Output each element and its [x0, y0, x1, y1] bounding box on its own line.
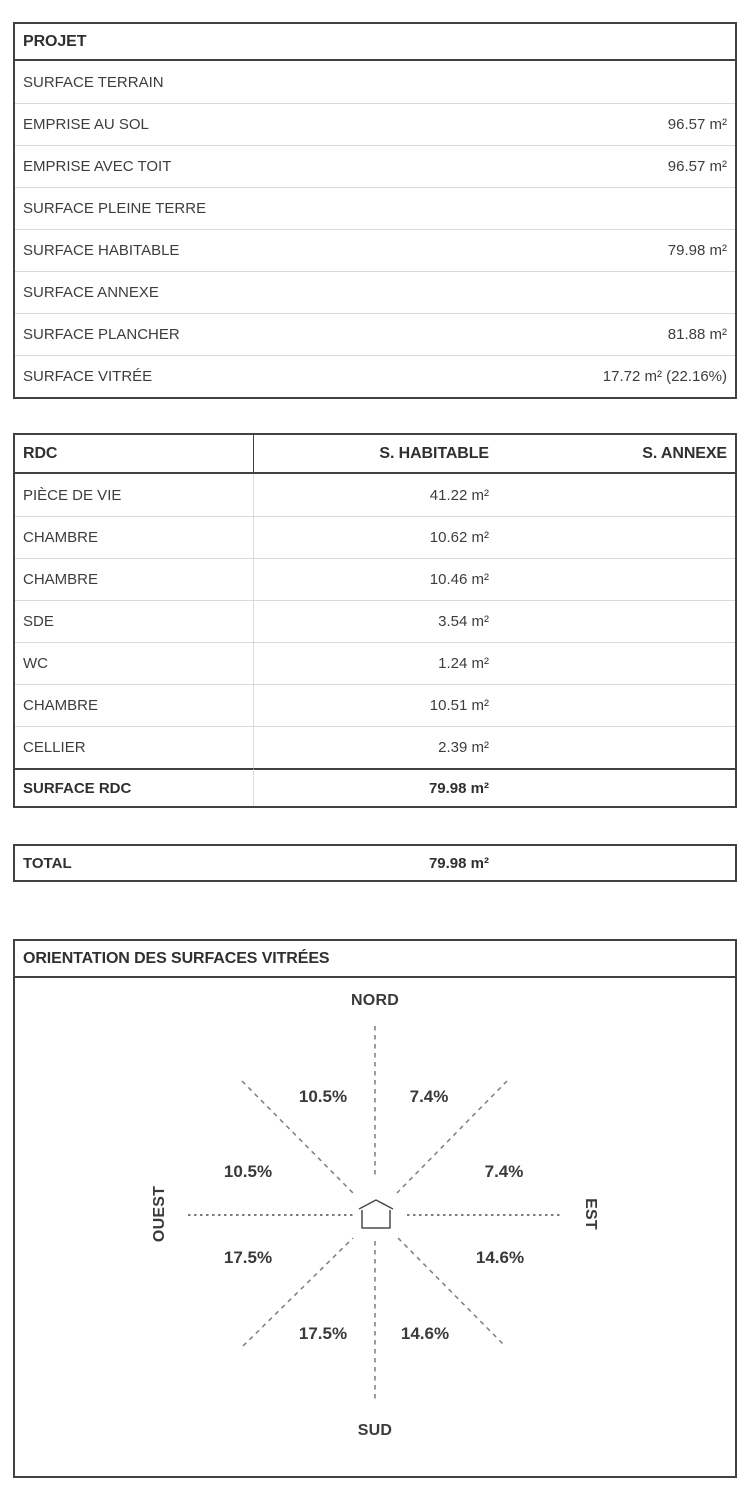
house-walls	[362, 1210, 390, 1228]
rdc-subtotal-row	[15, 768, 735, 806]
sector-value-south-west: 17.5%	[298, 1324, 348, 1343]
row-annexe-value	[497, 726, 735, 768]
sector-value-north-west: 10.5%	[298, 1087, 348, 1106]
projet-table-header	[15, 24, 735, 61]
row-label: WC	[15, 642, 253, 684]
direction-label-south: SUD	[357, 1422, 393, 1439]
rdc-table-header	[15, 435, 735, 474]
column-header-habitable: S. HABITABLE	[253, 435, 497, 472]
row-annexe-value	[497, 642, 735, 684]
projet-table	[13, 22, 737, 399]
table-row	[15, 355, 735, 397]
table-row	[15, 187, 735, 229]
row-label: SURFACE PLEINE TERRE	[23, 200, 207, 217]
orientation-title: ORIENTATION DES SURFACES VITRÉES	[23, 949, 330, 967]
direction-label-west: OUEST	[151, 1185, 168, 1243]
row-label: CELLIER	[15, 726, 253, 768]
column-header-level: RDC	[23, 444, 58, 462]
row-label: EMPRISE AU SOL	[23, 116, 149, 133]
table-row	[15, 600, 735, 642]
row-label: SURFACE PLANCHER	[23, 326, 180, 343]
table-row	[15, 684, 735, 726]
house-icon	[359, 1200, 393, 1228]
total-label: TOTAL	[23, 854, 72, 872]
compass-rose	[15, 978, 735, 1474]
row-value: 81.88 m²	[667, 326, 727, 343]
row-value: 79.98 m²	[667, 242, 727, 259]
sector-value-east-south: 14.6%	[475, 1248, 525, 1267]
total-box	[13, 844, 737, 882]
direction-label-east: EST	[582, 1198, 599, 1230]
table-row	[15, 313, 735, 355]
table-row	[15, 229, 735, 271]
row-annexe-value	[497, 558, 735, 600]
rdc-table	[13, 433, 737, 808]
row-annexe-value	[497, 516, 735, 558]
rdc-table-body	[15, 474, 735, 806]
row-label: EMPRISE AVEC TOIT	[23, 158, 172, 175]
row-value: 17.72 m² (22.16%)	[602, 368, 727, 385]
row-label: CHAMBRE	[15, 516, 253, 558]
row-habitable-value: 10.51 m²	[253, 684, 497, 726]
row-habitable-value: 2.39 m²	[253, 726, 497, 768]
row-label: SURFACE VITRÉE	[23, 368, 153, 385]
table-row	[15, 558, 735, 600]
projet-table-body	[15, 61, 735, 397]
row-label: SURFACE ANNEXE	[23, 284, 159, 301]
row-habitable-value: 10.46 m²	[253, 558, 497, 600]
subtotal-annexe-value	[497, 768, 735, 806]
row-label: PIÈCE DE VIE	[23, 486, 122, 504]
compass-rays	[15, 978, 735, 1474]
row-habitable-value: 1.24 m²	[253, 642, 497, 684]
row-value: 96.57 m²	[667, 116, 727, 133]
sector-value-east-north: 7.4%	[484, 1162, 524, 1181]
orientation-panel	[13, 939, 737, 1478]
sector-value-west-north: 10.5%	[223, 1162, 273, 1181]
sector-value-north-east: 7.4%	[409, 1087, 449, 1106]
orientation-header	[15, 941, 735, 978]
subtotal-label: SURFACE RDC	[15, 768, 253, 806]
table-row	[15, 516, 735, 558]
table-row	[15, 642, 735, 684]
row-habitable-value: 41.22 m²	[253, 474, 497, 516]
table-row	[15, 474, 735, 516]
row-annexe-value	[497, 474, 735, 516]
sector-value-south-east: 14.6%	[400, 1324, 450, 1343]
sector-value-west-south: 17.5%	[223, 1248, 273, 1267]
direction-label-north: NORD	[351, 992, 399, 1009]
table-row	[15, 271, 735, 313]
total-value: 79.98 m²	[428, 854, 489, 872]
table-row	[15, 145, 735, 187]
total-annexe-empty	[497, 846, 735, 880]
column-header-annexe: S. ANNEXE	[642, 444, 727, 462]
row-label: CHAMBRE	[15, 684, 253, 726]
subtotal-habitable-value: 79.98 m²	[253, 768, 497, 806]
row-label: CHAMBRE	[15, 558, 253, 600]
table-row	[15, 103, 735, 145]
house-roof	[359, 1200, 393, 1209]
row-habitable-value: 10.62 m²	[253, 516, 497, 558]
row-label: SURFACE HABITABLE	[23, 242, 180, 259]
table-row	[15, 61, 735, 103]
row-label: SURFACE TERRAIN	[23, 73, 164, 91]
row-label: SDE	[15, 600, 253, 642]
row-habitable-value: 3.54 m²	[253, 600, 497, 642]
table-row	[15, 726, 735, 768]
total-row	[15, 846, 735, 880]
row-annexe-value	[497, 600, 735, 642]
projet-header-label: PROJET	[23, 32, 87, 50]
row-annexe-value	[497, 684, 735, 726]
row-value: 96.57 m²	[667, 158, 727, 175]
